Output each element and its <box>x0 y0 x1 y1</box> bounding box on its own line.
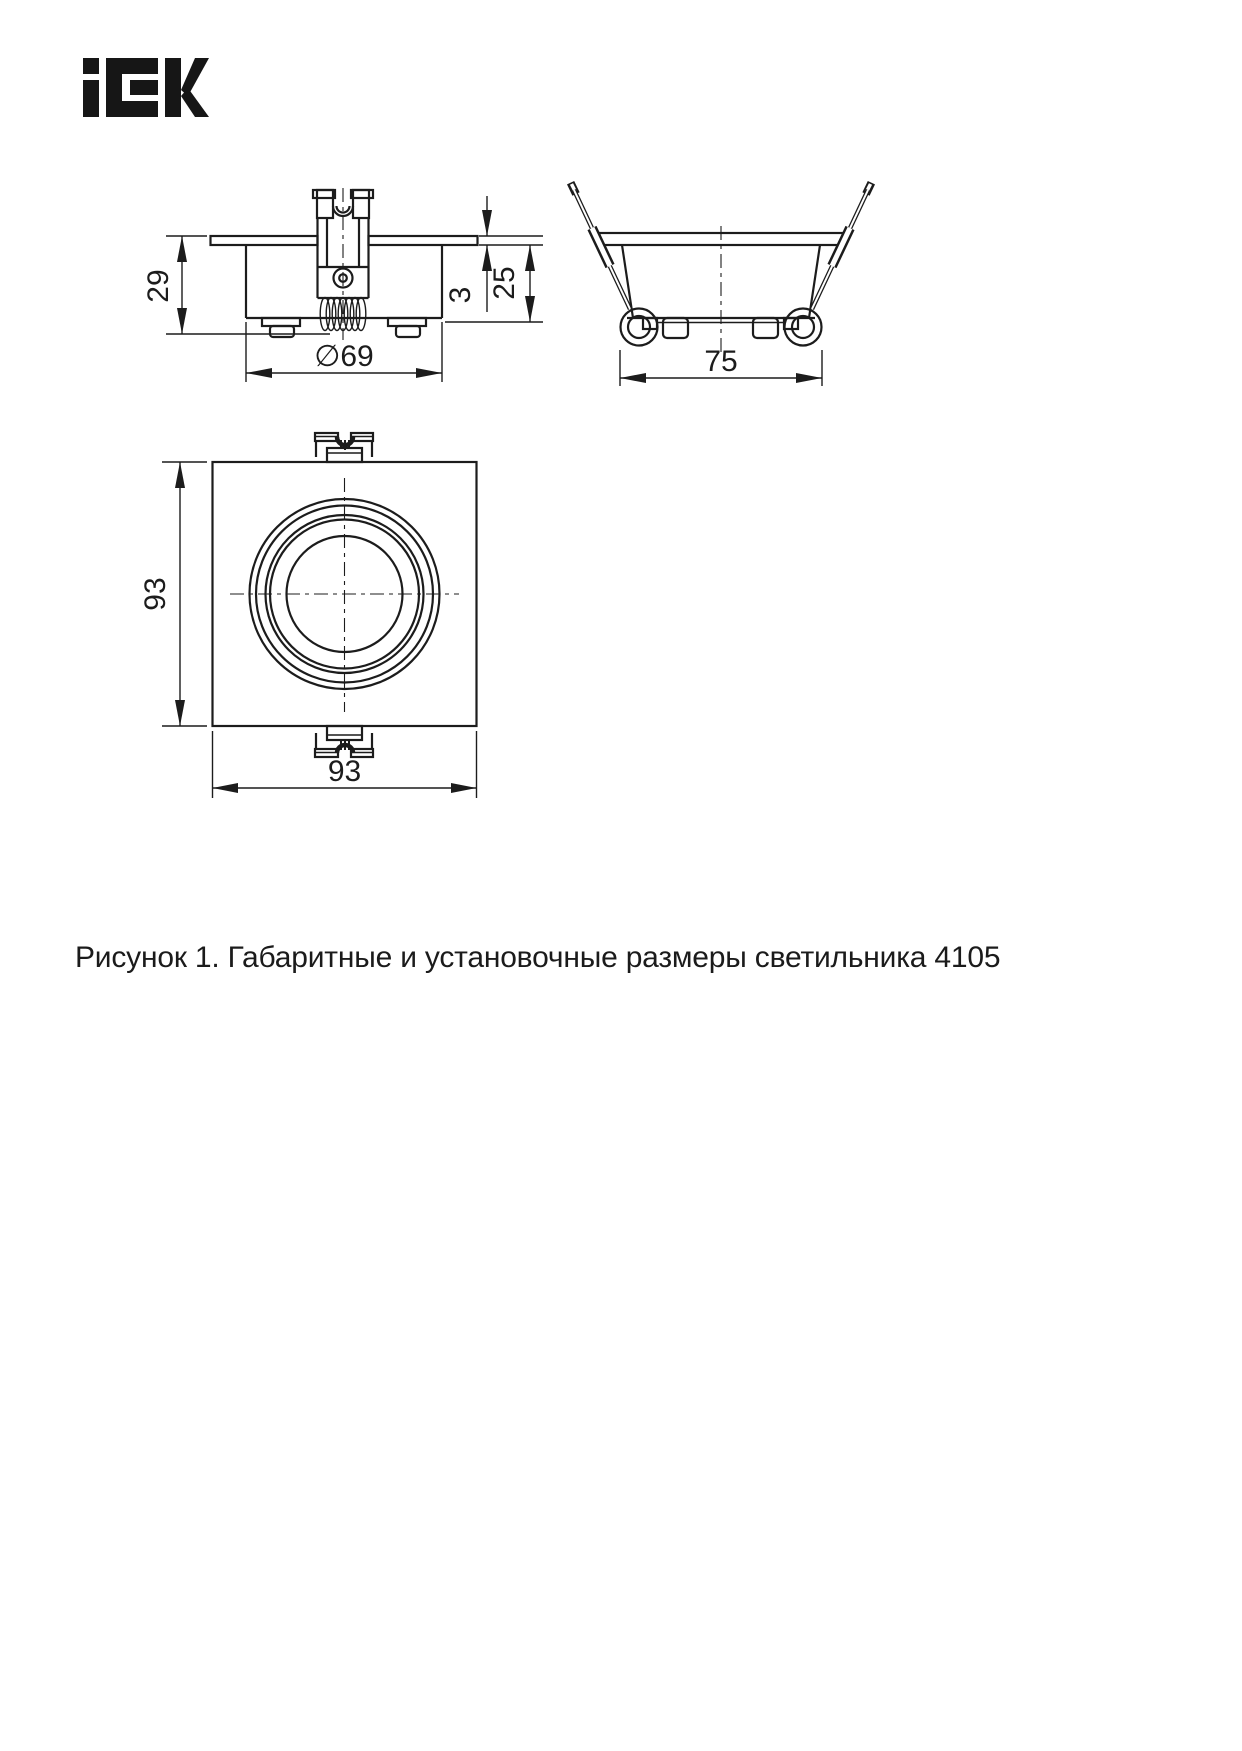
spring-clip-view-drawing <box>571 183 872 352</box>
front-top-clip <box>315 433 373 462</box>
dimension-93-vertical <box>139 462 207 726</box>
dimension-29 <box>142 236 330 334</box>
dim-label-front-height: 93 <box>139 577 172 611</box>
dimension-75 <box>620 345 822 386</box>
side-view-drawing <box>211 188 478 340</box>
dim-label-front-width: 93 <box>327 755 362 788</box>
front-bottom-clip <box>315 726 373 757</box>
dim-label-span: 75 <box>704 345 738 378</box>
dimension-diameter-69 <box>246 322 442 382</box>
dim-label-flange: 3 <box>444 286 477 304</box>
dimension-25 <box>445 245 543 322</box>
dim-label-depth: 25 <box>488 266 521 300</box>
dim-label-diameter: ∅69 <box>314 340 374 373</box>
front-view-drawing <box>213 433 477 757</box>
dim-label-height: 29 <box>142 269 175 303</box>
figure-caption: Рисунок 1. Габаритные и установочные размеры светильника 4105 <box>75 941 1001 974</box>
